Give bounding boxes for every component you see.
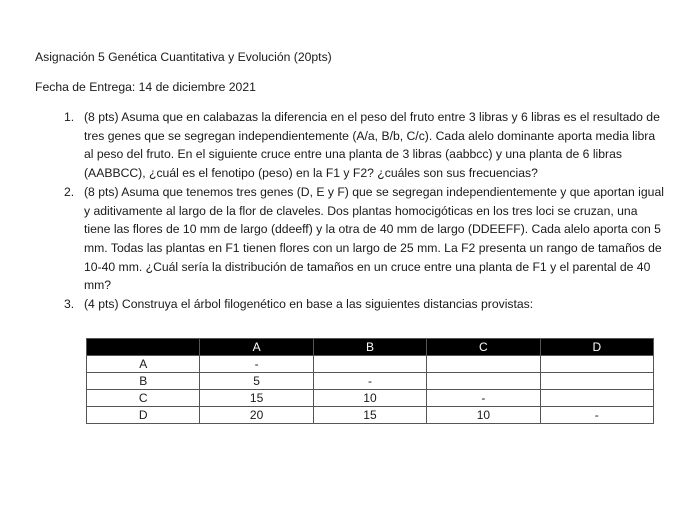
table-row xyxy=(87,390,654,407)
distance-table xyxy=(86,338,654,424)
table-header-cell: B xyxy=(313,339,426,356)
table-cell xyxy=(427,373,540,390)
table-row xyxy=(87,407,654,424)
table-header-cell: D xyxy=(540,339,653,356)
table-cell: A xyxy=(87,356,200,373)
table-cell: 15 xyxy=(200,390,313,407)
assignment-title: Asignación 5 Genética Cuantitativa y Evolución (20pts) xyxy=(35,50,332,64)
table-cell: 5 xyxy=(200,373,313,390)
table-row xyxy=(87,373,654,390)
table-cell: C xyxy=(87,390,200,407)
question-number: 3. xyxy=(64,297,75,312)
question-number: 1. xyxy=(64,110,75,124)
table-cell xyxy=(540,390,653,407)
table-cell: - xyxy=(313,373,426,390)
table-cell xyxy=(540,356,653,373)
table-header-cell: A xyxy=(200,339,313,356)
question-1 xyxy=(64,108,664,183)
table-cell: 20 xyxy=(200,407,313,424)
table-cell: 15 xyxy=(313,407,426,424)
table-cell: 10 xyxy=(313,390,426,407)
table-header-cell: C xyxy=(427,339,540,356)
question-list xyxy=(64,108,664,314)
table-cell: - xyxy=(200,356,313,373)
table-cell: D xyxy=(87,407,200,424)
table-cell xyxy=(540,373,653,390)
question-text: (4 pts) Construya el árbol filogenético en base a las siguientes distancias provistas: xyxy=(84,297,534,312)
table-cell xyxy=(427,356,540,373)
due-date: Fecha de Entrega: 14 de diciembre 2021 xyxy=(35,80,256,94)
question-3 xyxy=(64,295,664,314)
question-2 xyxy=(64,183,664,295)
table-header-row xyxy=(87,339,654,356)
question-text: (8 pts) Asuma que tenemos tres genes (D, E y F) que se segregan independientemente y que aportan igual y aditivamente al largo de la flor de claveles. Dos plantas homocigóticas en los tres loci se cruzan, una tiene las flores de 10 mm de largo (ddeeff) y la otra de 40 mm de largo (DDEEFF). Cada alelo aporta con 5 mm. Todas las plantas en F1 tienen flores con un largo de 25 mm. La F2 presenta un rango de tamaños de 10-40 mm. ¿Cuál sería la distribución de tamaños en un cruce entre una planta de F1 y el parental de 40 mm? xyxy=(84,184,664,293)
table-header-cell xyxy=(87,339,200,356)
table-row xyxy=(87,356,654,373)
table-cell: 10 xyxy=(427,407,540,424)
table-cell: - xyxy=(427,390,540,407)
question-number: 2. xyxy=(64,184,75,199)
table-cell xyxy=(313,356,426,373)
question-text: (8 pts) Asuma que en calabazas la diferencia en el peso del fruto entre 3 libras y 6 libras es el resultado de tres genes que se segregan independientemente (A/a, B/b, C/c). Cada alelo dominante aporta media libra al peso del fruto. En el siguiente cruce entre una planta de 3 libras (aabbcc) y una planta de 6 libras (AABBCC), ¿cuál es el fenotipo (peso) en la F1 y F2? ¿cuáles son sus frecuencias? xyxy=(84,110,660,181)
table-cell: - xyxy=(540,407,653,424)
table-cell: B xyxy=(87,373,200,390)
